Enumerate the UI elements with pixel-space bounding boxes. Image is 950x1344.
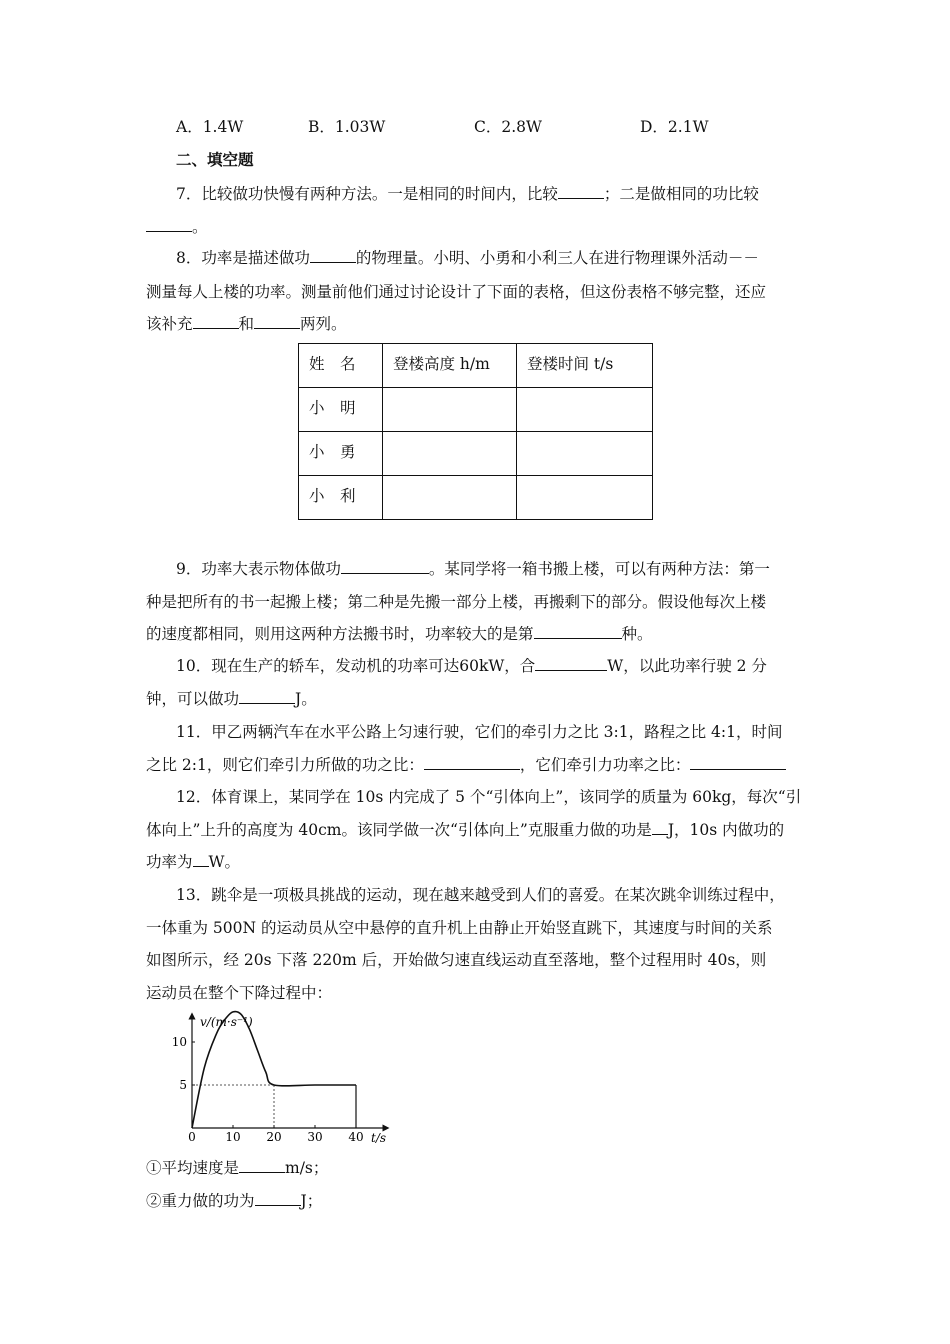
velocity-time-graph xyxy=(168,1010,398,1150)
q12-line-2 xyxy=(146,820,806,840)
header-height: 登楼高度 h/m xyxy=(383,344,517,388)
q12-line-3 xyxy=(146,852,806,872)
q9-text-3: 的速度都相同，则用这两种方法搬书时，功率较大的是第 xyxy=(146,625,534,643)
q9-blank-2[interactable] xyxy=(534,624,622,639)
q10-text-4: J。 xyxy=(295,690,317,708)
q10-line-1 xyxy=(176,656,836,676)
q8-line-2: 测量每人上楼的功率。测量前他们通过讨论设计了下面的表格，但这份表格不够完整，还应 xyxy=(146,283,767,301)
q8-text-5: 两列。 xyxy=(300,315,347,333)
q7-text-1: 7．比较做功快慢有两种方法。一是相同的时间内，比较 xyxy=(176,185,558,203)
table-header-row xyxy=(299,344,653,388)
q13-line-3: 如图所示，经 20s 下落 220m 后，开始做匀速直线运动直至落地，整个过程用时 40s，则 xyxy=(146,951,767,969)
q9-line-3 xyxy=(146,624,806,644)
table-row xyxy=(299,476,653,520)
x-tick-label: 40 xyxy=(348,1130,364,1144)
q8-blank-3[interactable] xyxy=(254,314,300,329)
q10-text-2: W，以此功率行驶 2 分 xyxy=(607,657,767,675)
q13-sub-2 xyxy=(146,1191,806,1211)
q12-text-1: 体向上”上升的高度为 40cm。该同学做一次“引体向上”克服重力做的功是 xyxy=(146,821,652,839)
option-a: A．1.4W xyxy=(176,118,244,136)
q8-line-3 xyxy=(146,314,806,334)
x-tick-label: 0 xyxy=(188,1130,196,1144)
q12-line-1: 12．体育课上，某同学在 10s 内完成了 5 个“引体向上”，该同学的质量为 60kg，每次“引 xyxy=(176,788,802,806)
q12-text-4: W。 xyxy=(208,853,240,871)
q11-line-2 xyxy=(146,755,806,775)
q13-line-1: 13．跳伞是一项极具挑战的运动，现在越来越受到人们的喜爱。在某次跳伞训练过程中， xyxy=(176,886,785,904)
data-table xyxy=(298,343,653,520)
q8-text-3: 该补充 xyxy=(146,315,193,333)
q13-blank-1[interactable] xyxy=(239,1158,285,1173)
row-name: 小 勇 xyxy=(299,432,383,476)
q13-sub-1 xyxy=(146,1158,806,1178)
q8-blank-1[interactable] xyxy=(310,248,356,263)
x-tick-label: 10 xyxy=(225,1130,241,1144)
q13-sub2-text-1: ②重力做的功为 xyxy=(146,1192,255,1210)
q9-text-2: 。某同学将一箱书搬上楼，可以有两种方法：第一 xyxy=(428,560,770,578)
q11-text-2: ，它们牵引力功率之比： xyxy=(519,756,691,774)
y-axis-label: v/(m·s⁻¹) xyxy=(200,1015,253,1029)
q11-blank-2[interactable] xyxy=(690,755,786,770)
table-row xyxy=(299,432,653,476)
row-name: 小 明 xyxy=(299,388,383,432)
q8-text-1: 8．功率是描述做功 xyxy=(176,249,310,267)
option-b: B．1.03W xyxy=(308,118,386,136)
q9-text-4: 种。 xyxy=(621,625,653,643)
q7-text-2: ；二是做相同的功比较 xyxy=(603,185,759,203)
q8-blank-2[interactable] xyxy=(193,314,239,329)
q11-blank-1[interactable] xyxy=(424,755,520,770)
q8-text-2: 的物理量。小明、小勇和小利三人在进行物理课外活动－－ xyxy=(355,249,759,267)
q7-line-1 xyxy=(176,184,836,204)
q10-blank-2[interactable] xyxy=(239,689,295,704)
q11-line-1: 11．甲乙两辆汽车在水平公路上匀速行驶，它们的牵引力之比 3:1，路程之比 4:1，时间 xyxy=(176,723,783,741)
q10-text-3: 钟，可以做功 xyxy=(146,690,240,708)
table-cell xyxy=(517,432,653,476)
q7-line-2 xyxy=(146,217,806,237)
table-cell xyxy=(383,432,517,476)
q10-blank-1[interactable] xyxy=(535,656,607,671)
q12-blank-1[interactable] xyxy=(652,820,668,835)
table-cell xyxy=(517,388,653,432)
q13-sub1-text-1: ①平均速度是 xyxy=(146,1159,240,1177)
x-tick-label: 20 xyxy=(266,1130,282,1144)
q7-blank-1[interactable] xyxy=(558,184,604,199)
q13-sub1-text-2: m/s； xyxy=(285,1159,329,1177)
q12-blank-2[interactable] xyxy=(193,852,209,867)
q13-line-4: 运动员在整个下降过程中： xyxy=(146,984,333,1002)
table-cell xyxy=(383,388,517,432)
q12-text-2: J，10s 内做功的 xyxy=(667,821,785,839)
q13-sub2-text-2: J； xyxy=(300,1192,323,1210)
q13-blank-2[interactable] xyxy=(255,1191,301,1206)
header-time: 登楼时间 t/s xyxy=(517,344,653,388)
q9-text-1: 9．功率大表示物体做功 xyxy=(176,560,341,578)
option-d: D．2.1W xyxy=(640,118,709,136)
q10-line-2 xyxy=(146,689,806,709)
q13-line-2: 一体重为 500N 的运动员从空中悬停的直升机上由静止开始竖直跳下，其速度与时间的关系 xyxy=(146,919,773,937)
q9-line-1 xyxy=(176,559,836,579)
y-tick-label: 5 xyxy=(179,1078,187,1092)
q8-line-1 xyxy=(176,248,836,268)
y-tick-label: 10 xyxy=(171,1035,187,1049)
q7-text-3: 。 xyxy=(192,218,208,236)
x-axis-label: t/s xyxy=(371,1131,387,1145)
q9-blank-1[interactable] xyxy=(341,559,429,574)
header-name: 姓 名 xyxy=(299,344,383,388)
q12-text-3: 功率为 xyxy=(146,853,193,871)
section-title: 二、填空题 xyxy=(176,151,254,169)
q8-text-4: 和 xyxy=(238,315,255,333)
table-row xyxy=(299,388,653,432)
x-tick-label: 30 xyxy=(307,1130,323,1144)
option-c: C．2.8W xyxy=(474,118,542,136)
q11-text-1: 之比 2:1，则它们牵引力所做的功之比： xyxy=(146,756,424,774)
table-cell xyxy=(383,476,517,520)
q9-line-2: 种是把所有的书一起搬上楼；第二种是先搬一部分上楼，再搬剩下的部分。假设他每次上楼 xyxy=(146,593,767,611)
q7-blank-2[interactable] xyxy=(146,217,192,232)
row-name: 小 利 xyxy=(299,476,383,520)
q10-text-1: 10．现在生产的轿车，发动机的功率可达60kW，合 xyxy=(176,657,536,675)
table-cell xyxy=(517,476,653,520)
